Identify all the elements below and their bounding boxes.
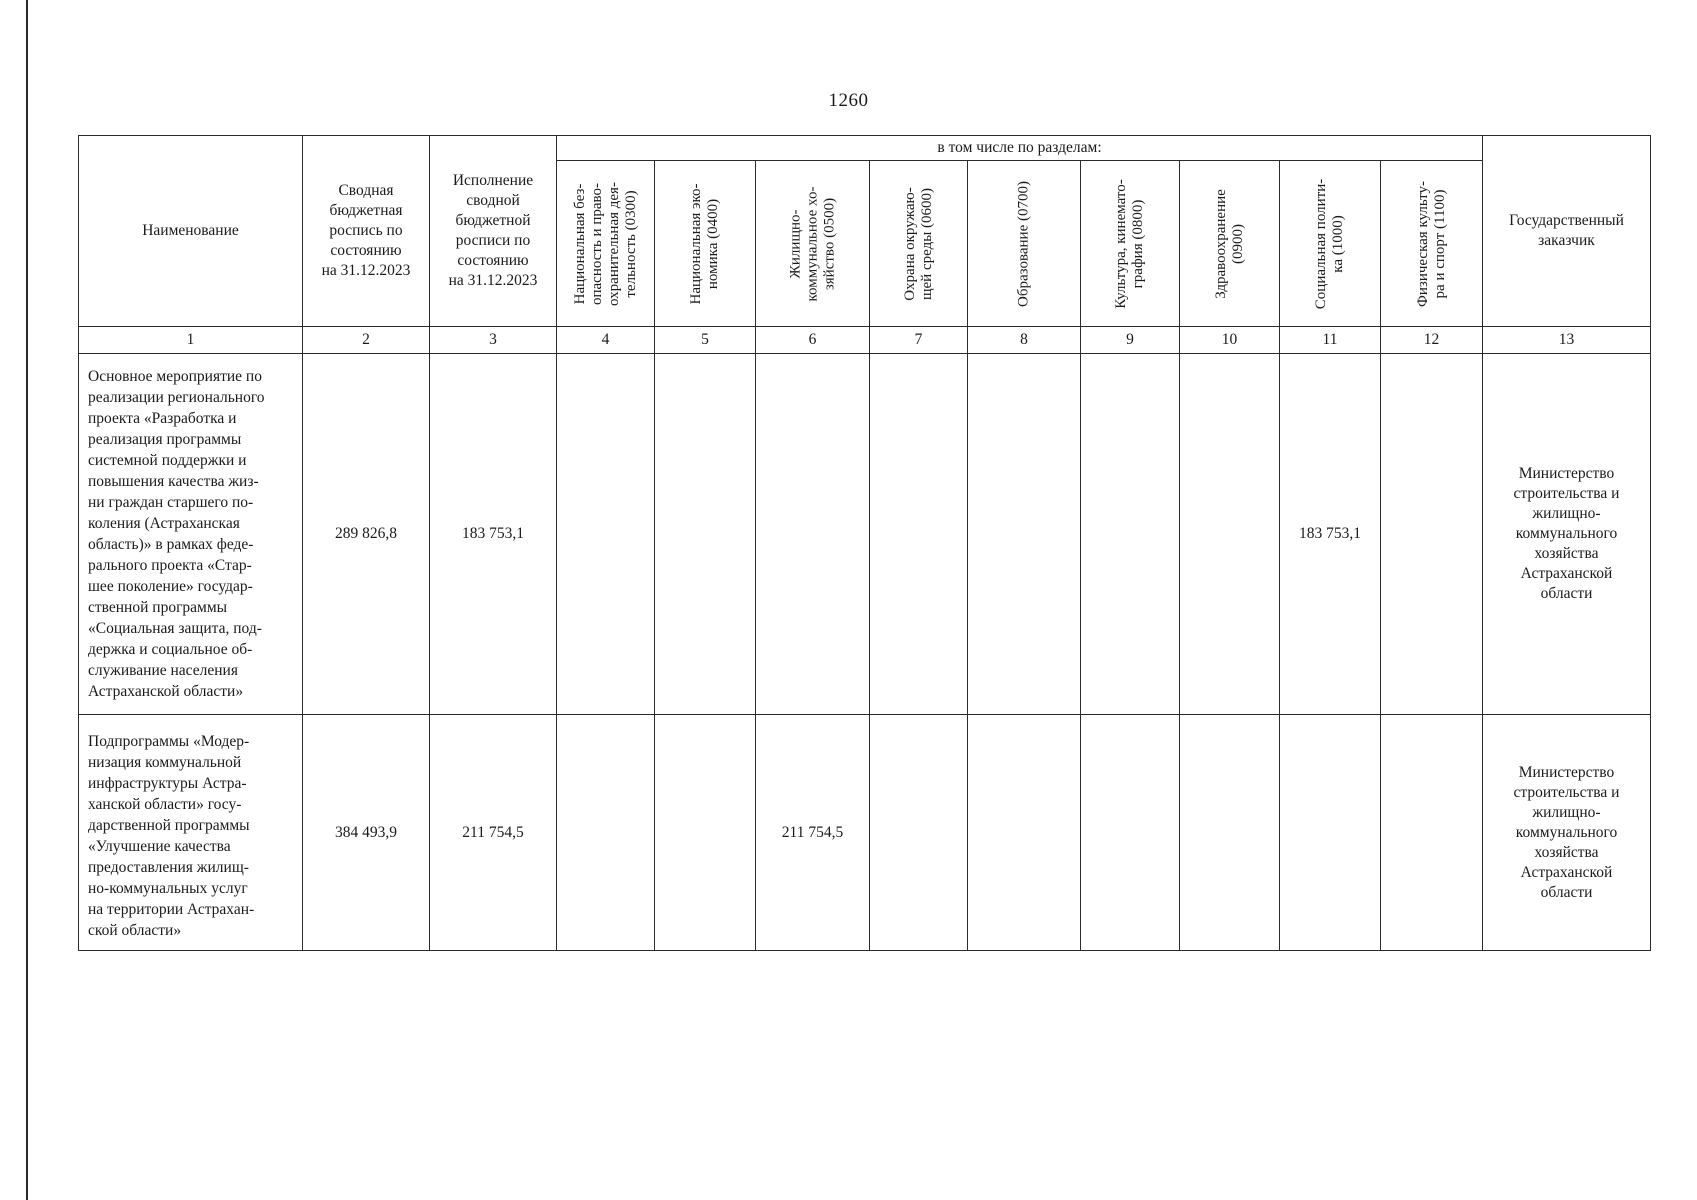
header-section-0700: [968, 161, 1080, 326]
page-number: 1260: [828, 90, 869, 111]
section-label: Охрана окружаю- щей среды (0600): [901, 186, 935, 301]
header-section-0900: [1180, 161, 1279, 326]
row-1-social-policy: 183 753,1: [1299, 525, 1361, 542]
column-number: 9: [1126, 331, 1134, 348]
column-number: 7: [914, 331, 923, 348]
table-right-border: [1650, 135, 1651, 951]
section-label: Национальная без- опасность и право- охранительная дея- тельность (0300): [571, 181, 639, 306]
column-number: 1: [186, 331, 195, 348]
header-section-0600: [870, 161, 967, 326]
row-1-name: Основное мероприятие по реализации регионального проекта «Разработка и реализация программы системной поддержки и повышения качества жиз- ни граждан старшего по- коления (Астраханская область)» в рамках феде- рального проекта «Стар- шее поколение» государ- ственной программы «Социальная защита, под- держка и социальное об- служивание населения Астраханской области»: [88, 368, 265, 700]
row-2-planned: 384 493,9: [335, 823, 397, 841]
header-sections-group: в том числе по разделам:: [937, 139, 1102, 156]
header-section-0500: [756, 161, 869, 326]
column-number: 3: [489, 331, 497, 348]
row-2-housing-utilities: 211 754,5: [781, 823, 844, 841]
row-1-planned: 289 826,8: [335, 525, 397, 542]
section-label: Здравоохранение (0900): [1212, 188, 1246, 299]
page-binding-edge: [26, 0, 28, 1200]
column-number: 13: [1558, 331, 1575, 348]
header-section-0800: [1081, 161, 1179, 326]
table-bottom-border: [78, 950, 1650, 951]
header-budget-execution: Исполнение сводной бюджетной росписи по состоянию на 31.12.2023: [448, 172, 538, 289]
header-name: Наименование: [142, 222, 239, 239]
section-label: Физическая культу- ра и спорт (1100): [1414, 180, 1448, 307]
section-label: Национальная эко- номика (0400): [688, 183, 721, 304]
header-state-customer: Государственный заказчик: [1509, 212, 1624, 249]
row-1-customer: Министерство строительства и жилищно- коммунального хозяйства Астраханской области: [1513, 465, 1620, 602]
section-label: Образование (0700): [1015, 180, 1032, 307]
column-number: 2: [362, 331, 370, 348]
section-label: Жилищно- коммунальное хо- зяйство (0500): [787, 186, 837, 301]
section-label: Культура, кинемато- графия (0800): [1113, 178, 1146, 309]
header-section-0400: [655, 161, 755, 326]
row-1-executed: 183 753,1: [462, 525, 524, 542]
header-section-1000: [1280, 161, 1380, 326]
header-planned-budget: Сводная бюджетная роспись по состоянию на 31.12.2023: [321, 182, 411, 279]
column-number: 5: [701, 331, 709, 348]
column-number: 10: [1221, 331, 1238, 348]
row-2-name: Подпрограммы «Модер- низация коммунальной инфраструктуры Астра- ханской области» госу- дарственной программы «Улучшение качества предоставления жилищ- но-коммунальных услуг на территории Астрахан- ской области»: [88, 733, 255, 939]
column-number: 8: [1020, 331, 1028, 348]
section-label: Социальная полити- ка (1000): [1313, 178, 1346, 309]
column-number: 11: [1322, 331, 1338, 348]
row-2-customer: Министерство строительства и жилищно- коммунального хозяйства Астраханской области: [1513, 763, 1620, 901]
column-number: 12: [1423, 331, 1440, 348]
header-section-1100: [1381, 161, 1482, 326]
row-2-executed: 211 754,5: [462, 823, 524, 841]
column-number: 6: [808, 331, 817, 348]
column-number: 4: [601, 331, 610, 348]
header-section-0300: [557, 161, 654, 326]
